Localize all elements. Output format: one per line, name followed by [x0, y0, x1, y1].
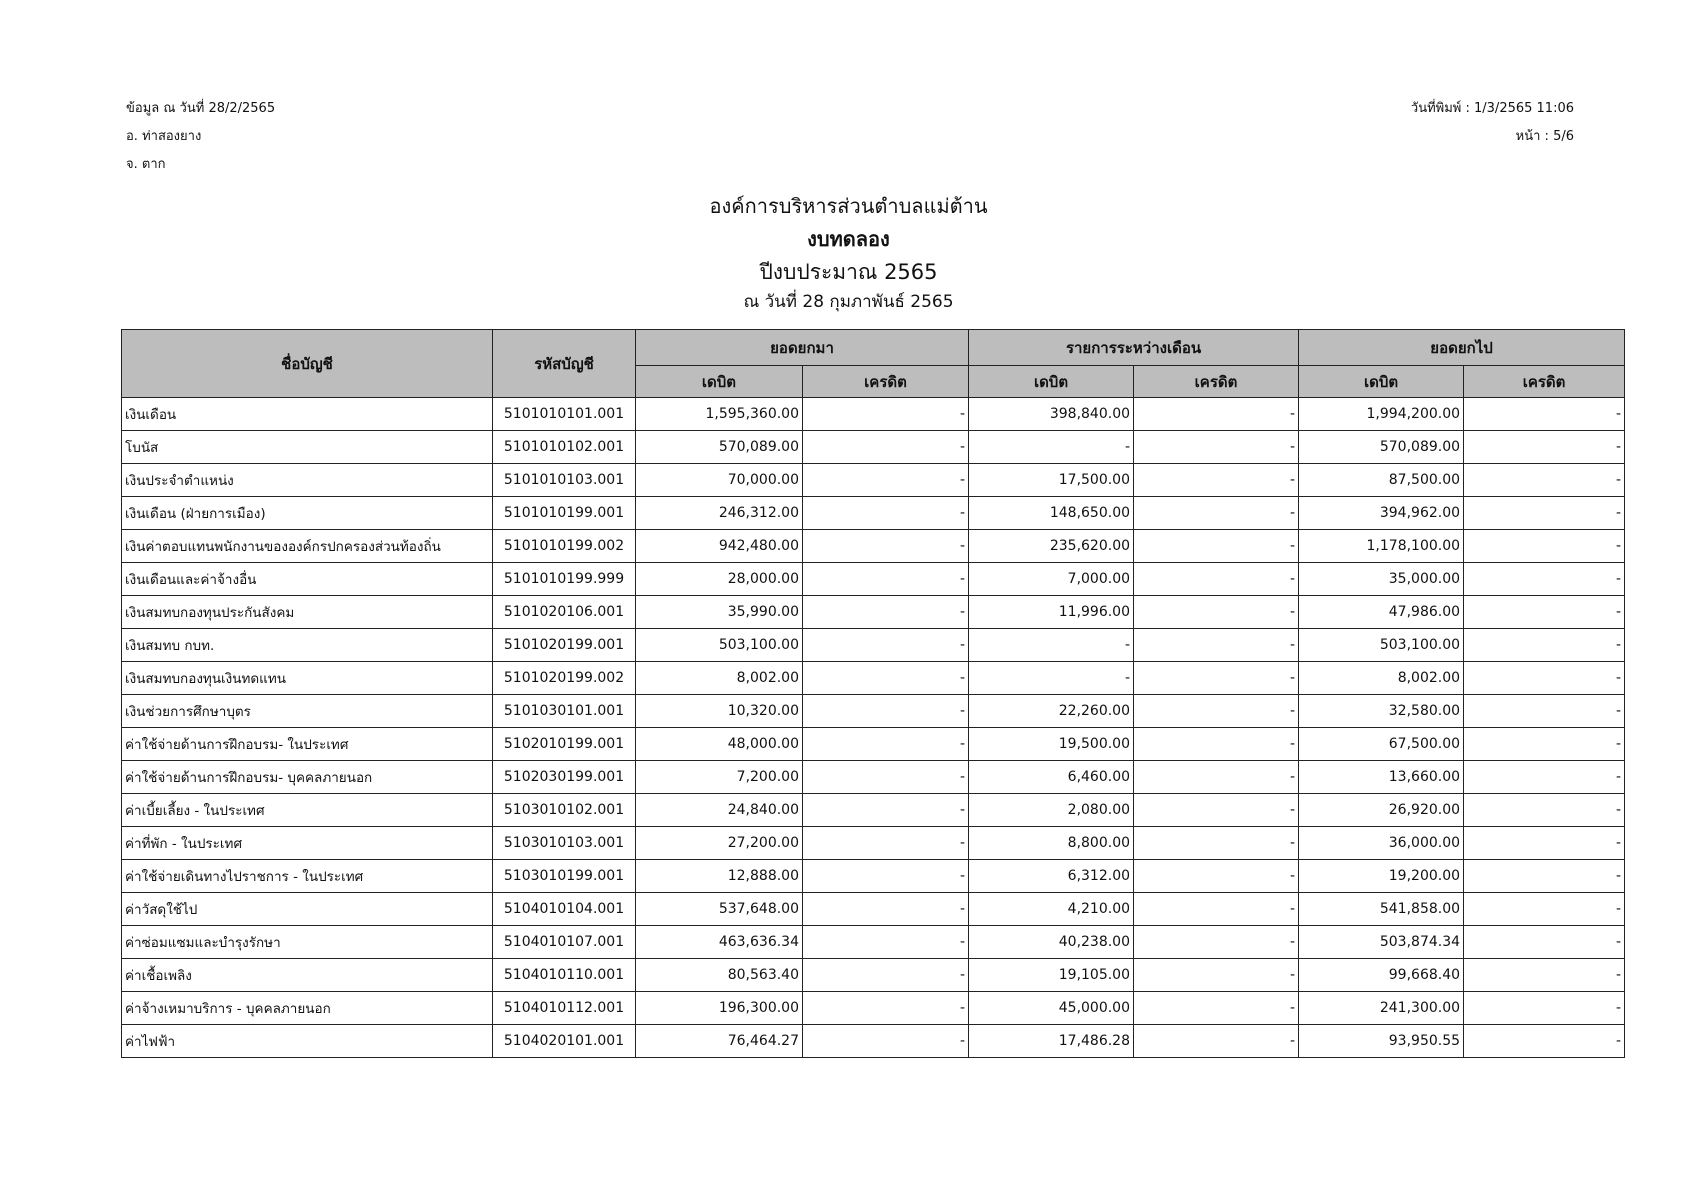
cell-cf-debit: 87,500.00 — [1299, 464, 1464, 497]
cell-account-code: 5101010199.001 — [493, 497, 636, 530]
cell-cf-credit: - — [1464, 398, 1625, 431]
cell-month-debit: 19,500.00 — [969, 728, 1134, 761]
cell-account-code: 5102030199.001 — [493, 761, 636, 794]
cell-account-code: 5101010199.999 — [493, 563, 636, 596]
cell-cf-credit: - — [1464, 695, 1625, 728]
data-as-of: ข้อมูล ณ วันที่ 28/2/2565 — [126, 101, 276, 116]
header-account-code: รหัสบัญชี — [493, 330, 636, 398]
table-row — [122, 464, 1625, 497]
cell-bf-debit: 8,002.00 — [636, 662, 803, 695]
cell-cf-debit: 503,100.00 — [1299, 629, 1464, 662]
cell-cf-credit: - — [1464, 992, 1625, 1025]
cell-cf-debit: 13,660.00 — [1299, 761, 1464, 794]
cell-bf-debit: 942,480.00 — [636, 530, 803, 563]
cell-cf-debit: 503,874.34 — [1299, 926, 1464, 959]
cell-account-code: 5101010199.002 — [493, 530, 636, 563]
cell-cf-credit: - — [1464, 431, 1625, 464]
cell-cf-credit: - — [1464, 629, 1625, 662]
cell-account-code: 5101010102.001 — [493, 431, 636, 464]
province: จ. ตาก — [126, 157, 166, 172]
cell-cf-credit: - — [1464, 959, 1625, 992]
cell-account-name: ค่าใช้จ่ายด้านการฝึกอบรม- ในประเทศ — [122, 728, 493, 761]
header-carried-forward: ยอดยกไป — [1299, 330, 1625, 366]
cell-cf-debit: 26,920.00 — [1299, 794, 1464, 827]
cell-account-name: เงินเดือนและค่าจ้างอื่น — [122, 563, 493, 596]
table-row — [122, 860, 1625, 893]
cell-cf-debit: 241,300.00 — [1299, 992, 1464, 1025]
cell-account-name: โบนัส — [122, 431, 493, 464]
cell-bf-debit: 503,100.00 — [636, 629, 803, 662]
cell-cf-debit: 1,178,100.00 — [1299, 530, 1464, 563]
cell-bf-debit: 12,888.00 — [636, 860, 803, 893]
cell-account-name: ค่าใช้จ่ายด้านการฝึกอบรม- บุคคลภายนอก — [122, 761, 493, 794]
cell-account-name: ค่าจ้างเหมาบริการ - บุคคลภายนอก — [122, 992, 493, 1025]
cell-bf-credit: - — [803, 1025, 969, 1058]
cell-account-code: 5103010102.001 — [493, 794, 636, 827]
table-row — [122, 761, 1625, 794]
cell-bf-credit: - — [803, 530, 969, 563]
table-row — [122, 596, 1625, 629]
cell-cf-credit: - — [1464, 1025, 1625, 1058]
cell-month-debit: 148,650.00 — [969, 497, 1134, 530]
header-credit: เครดิต — [1134, 366, 1299, 398]
cell-account-name: ค่าไฟฟ้า — [122, 1025, 493, 1058]
cell-bf-credit: - — [803, 860, 969, 893]
header-debit: เดบิต — [1299, 366, 1464, 398]
cell-account-name: ค่าเบี้ยเลี้ยง - ในประเทศ — [122, 794, 493, 827]
cell-bf-credit: - — [803, 497, 969, 530]
cell-month-credit: - — [1134, 662, 1299, 695]
cell-month-credit: - — [1134, 992, 1299, 1025]
cell-bf-debit: 246,312.00 — [636, 497, 803, 530]
cell-bf-credit: - — [803, 827, 969, 860]
cell-account-name: ค่าที่พัก - ในประเทศ — [122, 827, 493, 860]
cell-bf-debit: 7,200.00 — [636, 761, 803, 794]
cell-bf-credit: - — [803, 464, 969, 497]
cell-cf-credit: - — [1464, 530, 1625, 563]
cell-cf-debit: 47,986.00 — [1299, 596, 1464, 629]
cell-cf-credit: - — [1464, 761, 1625, 794]
as-of-date: ณ วันที่ 28 กุมภาพันธ์ 2565 — [743, 292, 954, 312]
cell-cf-credit: - — [1464, 497, 1625, 530]
header-credit: เครดิต — [803, 366, 969, 398]
cell-month-debit: 8,800.00 — [969, 827, 1134, 860]
cell-bf-debit: 28,000.00 — [636, 563, 803, 596]
cell-month-debit: 2,080.00 — [969, 794, 1134, 827]
cell-month-credit: - — [1134, 695, 1299, 728]
cell-account-name: เงินเดือน — [122, 398, 493, 431]
cell-month-debit: 45,000.00 — [969, 992, 1134, 1025]
cell-bf-credit: - — [803, 398, 969, 431]
cell-month-credit: - — [1134, 926, 1299, 959]
cell-account-code: 5104010104.001 — [493, 893, 636, 926]
cell-month-debit: 235,620.00 — [969, 530, 1134, 563]
cell-month-debit: 19,105.00 — [969, 959, 1134, 992]
cell-month-debit: 17,486.28 — [969, 1025, 1134, 1058]
organization-name: องค์การบริหารส่วนตำบลแม่ต้าน — [709, 194, 988, 218]
table-row — [122, 497, 1625, 530]
cell-account-code: 5101020199.002 — [493, 662, 636, 695]
table-row — [122, 563, 1625, 596]
cell-account-code: 5104010110.001 — [493, 959, 636, 992]
cell-month-credit: - — [1134, 596, 1299, 629]
report-meta-right — [1411, 95, 1574, 151]
cell-bf-credit: - — [803, 992, 969, 1025]
cell-cf-debit: 32,580.00 — [1299, 695, 1464, 728]
cell-month-credit: - — [1134, 1025, 1299, 1058]
cell-month-credit: - — [1134, 860, 1299, 893]
cell-cf-debit: 36,000.00 — [1299, 827, 1464, 860]
cell-cf-debit: 35,000.00 — [1299, 563, 1464, 596]
report-meta-left — [126, 95, 275, 179]
cell-account-name: เงินสมทบกองทุนประกันสังคม — [122, 596, 493, 629]
cell-month-credit: - — [1134, 530, 1299, 563]
cell-cf-debit: 541,858.00 — [1299, 893, 1464, 926]
cell-bf-debit: 27,200.00 — [636, 827, 803, 860]
cell-month-debit: 40,238.00 — [969, 926, 1134, 959]
cell-month-credit: - — [1134, 794, 1299, 827]
cell-month-credit: - — [1134, 431, 1299, 464]
cell-cf-debit: 1,994,200.00 — [1299, 398, 1464, 431]
cell-cf-debit: 394,962.00 — [1299, 497, 1464, 530]
cell-bf-debit: 570,089.00 — [636, 431, 803, 464]
cell-account-name: เงินสมทบ กบท. — [122, 629, 493, 662]
cell-account-code: 5103010103.001 — [493, 827, 636, 860]
table-row — [122, 530, 1625, 563]
cell-bf-debit: 35,990.00 — [636, 596, 803, 629]
cell-cf-credit: - — [1464, 662, 1625, 695]
cell-account-name: เงินเดือน (ฝ่ายการเมือง) — [122, 497, 493, 530]
table-row — [122, 662, 1625, 695]
fiscal-year: ปีงบประมาณ 2565 — [759, 260, 938, 284]
cell-bf-credit: - — [803, 563, 969, 596]
table-row — [122, 431, 1625, 464]
cell-bf-credit: - — [803, 794, 969, 827]
header-brought-forward: ยอดยกมา — [636, 330, 969, 366]
cell-month-credit: - — [1134, 563, 1299, 596]
cell-month-debit: 6,460.00 — [969, 761, 1134, 794]
table-row — [122, 893, 1625, 926]
table-row — [122, 926, 1625, 959]
cell-month-credit: - — [1134, 893, 1299, 926]
cell-month-debit: - — [969, 431, 1134, 464]
table-row — [122, 827, 1625, 860]
cell-bf-credit: - — [803, 431, 969, 464]
table-row — [122, 992, 1625, 1025]
cell-month-credit: - — [1134, 464, 1299, 497]
cell-month-debit: 398,840.00 — [969, 398, 1134, 431]
trial-balance-table — [121, 329, 1625, 1058]
cell-month-credit: - — [1134, 398, 1299, 431]
cell-account-code: 5104010112.001 — [493, 992, 636, 1025]
cell-month-credit: - — [1134, 827, 1299, 860]
table-row — [122, 695, 1625, 728]
cell-bf-debit: 196,300.00 — [636, 992, 803, 1025]
cell-bf-debit: 70,000.00 — [636, 464, 803, 497]
cell-bf-credit: - — [803, 761, 969, 794]
cell-account-code: 5102010199.001 — [493, 728, 636, 761]
report-title: งบทดลอง — [807, 227, 890, 251]
cell-month-debit: 4,210.00 — [969, 893, 1134, 926]
header-debit: เดบิต — [636, 366, 803, 398]
cell-month-debit: 6,312.00 — [969, 860, 1134, 893]
cell-cf-debit: 67,500.00 — [1299, 728, 1464, 761]
district: อ. ท่าสองยาง — [126, 129, 202, 144]
cell-account-code: 5104020101.001 — [493, 1025, 636, 1058]
cell-month-debit: 7,000.00 — [969, 563, 1134, 596]
cell-account-code: 5101020199.001 — [493, 629, 636, 662]
header-credit: เครดิต — [1464, 366, 1625, 398]
cell-cf-debit: 8,002.00 — [1299, 662, 1464, 695]
cell-account-name: ค่าใช้จ่ายเดินทางไปราชการ - ในประเทศ — [122, 860, 493, 893]
page-number: หน้า : 5/6 — [1515, 129, 1574, 144]
table-row — [122, 794, 1625, 827]
cell-bf-debit: 10,320.00 — [636, 695, 803, 728]
cell-cf-debit: 19,200.00 — [1299, 860, 1464, 893]
table-row — [122, 959, 1625, 992]
cell-bf-credit: - — [803, 728, 969, 761]
cell-account-code: 5101030101.001 — [493, 695, 636, 728]
cell-account-name: เงินสมทบกองทุนเงินทดแทน — [122, 662, 493, 695]
print-date: วันที่พิมพ์ : 1/3/2565 11:06 — [1410, 101, 1574, 116]
cell-account-code: 5103010199.001 — [493, 860, 636, 893]
cell-cf-debit: 99,668.40 — [1299, 959, 1464, 992]
cell-cf-debit: 570,089.00 — [1299, 431, 1464, 464]
report-titles — [0, 190, 1697, 315]
cell-bf-credit: - — [803, 695, 969, 728]
cell-cf-credit: - — [1464, 464, 1625, 497]
cell-cf-credit: - — [1464, 893, 1625, 926]
cell-month-debit: 22,260.00 — [969, 695, 1134, 728]
cell-month-credit: - — [1134, 761, 1299, 794]
cell-cf-credit: - — [1464, 860, 1625, 893]
table-row — [122, 398, 1625, 431]
header-debit: เดบิต — [969, 366, 1134, 398]
table-row — [122, 728, 1625, 761]
cell-month-credit: - — [1134, 629, 1299, 662]
cell-cf-credit: - — [1464, 827, 1625, 860]
table-row — [122, 1025, 1625, 1058]
cell-month-credit: - — [1134, 728, 1299, 761]
cell-account-name: เงินช่วยการศึกษาบุตร — [122, 695, 493, 728]
cell-account-name: ค่าซ่อมแซมและบำรุงรักษา — [122, 926, 493, 959]
cell-cf-credit: - — [1464, 926, 1625, 959]
cell-month-debit: - — [969, 662, 1134, 695]
cell-bf-credit: - — [803, 596, 969, 629]
cell-bf-debit: 48,000.00 — [636, 728, 803, 761]
header-during-month: รายการระหว่างเดือน — [969, 330, 1299, 366]
cell-bf-debit: 1,595,360.00 — [636, 398, 803, 431]
cell-cf-credit: - — [1464, 596, 1625, 629]
cell-bf-credit: - — [803, 662, 969, 695]
cell-bf-debit: 80,563.40 — [636, 959, 803, 992]
cell-account-code: 5104010107.001 — [493, 926, 636, 959]
cell-account-code: 5101020106.001 — [493, 596, 636, 629]
cell-bf-credit: - — [803, 959, 969, 992]
cell-bf-debit: 24,840.00 — [636, 794, 803, 827]
cell-month-credit: - — [1134, 497, 1299, 530]
cell-cf-debit: 93,950.55 — [1299, 1025, 1464, 1058]
cell-account-name: เงินประจำตำแหน่ง — [122, 464, 493, 497]
header-row-groups — [122, 330, 1625, 366]
cell-account-name: เงินค่าตอบแทนพนักงานขององค์กรปกครองส่วนท้องถิ่น — [122, 530, 493, 563]
cell-bf-credit: - — [803, 893, 969, 926]
table-body — [122, 398, 1625, 1058]
cell-bf-credit: - — [803, 629, 969, 662]
cell-bf-credit: - — [803, 926, 969, 959]
cell-month-debit: 11,996.00 — [969, 596, 1134, 629]
cell-account-name: ค่าเชื้อเพลิง — [122, 959, 493, 992]
header-account-name: ชื่อบัญชี — [122, 330, 493, 398]
cell-account-code: 5101010101.001 — [493, 398, 636, 431]
cell-bf-debit: 463,636.34 — [636, 926, 803, 959]
cell-account-name: ค่าวัสดุใช้ไป — [122, 893, 493, 926]
cell-bf-debit: 537,648.00 — [636, 893, 803, 926]
cell-bf-debit: 76,464.27 — [636, 1025, 803, 1058]
table-row — [122, 629, 1625, 662]
cell-account-code: 5101010103.001 — [493, 464, 636, 497]
cell-month-debit: 17,500.00 — [969, 464, 1134, 497]
cell-month-credit: - — [1134, 959, 1299, 992]
cell-cf-credit: - — [1464, 794, 1625, 827]
cell-month-debit: - — [969, 629, 1134, 662]
cell-cf-credit: - — [1464, 563, 1625, 596]
cell-cf-credit: - — [1464, 728, 1625, 761]
